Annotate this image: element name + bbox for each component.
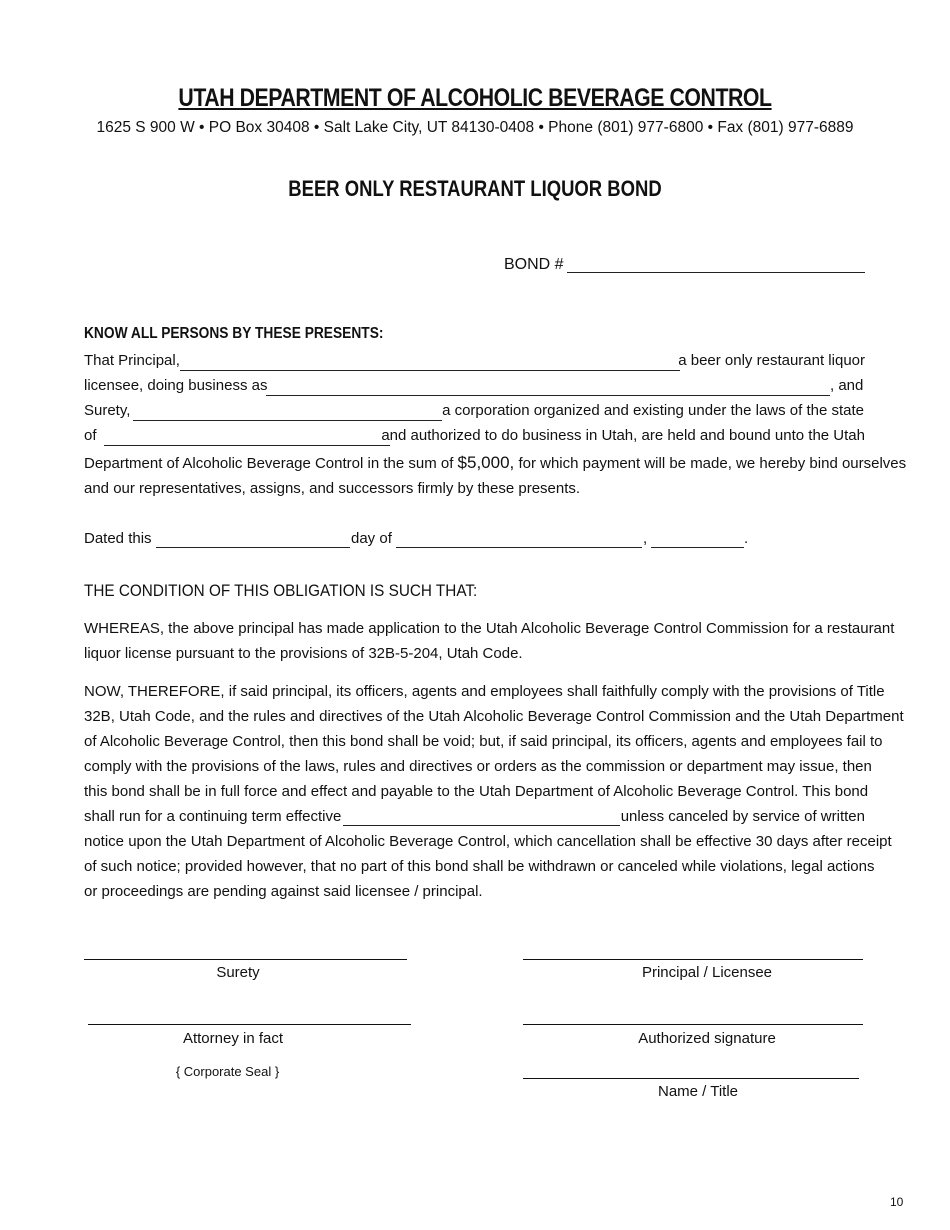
dba-field[interactable] [266,395,830,396]
now-line-3: of Alcoholic Beverage Control, then this bond shall be void; but, if said principal, its officers, agents and employees fail to [84,733,883,750]
now-line-6-pre: shall run for a continuing term effective [84,808,342,825]
year-field[interactable] [651,547,744,548]
dated-period: . [744,530,749,547]
month-field[interactable] [396,547,642,548]
form-title: BEER ONLY RESTAURANT LIQUOR BOND [288,176,662,201]
principal-suffix: a beer only restaurant liquor [678,352,865,369]
authorized-signature-line[interactable] [523,1024,863,1025]
page-number: 10 [890,1195,904,1209]
state-label: of [84,427,97,444]
principal-signature-line[interactable] [523,959,863,960]
now-line-7: notice upon the Utah Department of Alcoholic Beverage Control, which cancellation shall be effective 30 days after receipt [84,833,892,850]
surety-suffix: a corporation organized and existing under the laws of the state [442,402,864,419]
name-title-line[interactable] [523,1078,859,1079]
surety-signature-label: Surety [216,964,260,981]
corporate-seal-label: { Corporate Seal } [175,1064,280,1079]
now-line-1: NOW, THEREFORE, if said principal, its officers, agents and employees shall faithfully comply with the provisions of Title [84,683,885,700]
now-line-8: of such notice; provided however, that no part of this bond shall be withdrawn or canceled while violations, legal actions [84,858,875,875]
bond-number-label: BOND # [504,256,564,273]
state-field[interactable] [104,445,390,446]
now-line-5: this bond shall be in full force and effect and payable to the Utah Department of Alcoholic Beverage Control. This bond [84,783,869,800]
principal-field[interactable] [180,370,680,371]
sum-line-pre: Department of Alcoholic Beverage Control in the sum of [84,455,454,472]
day-field[interactable] [156,547,350,548]
attorney-signature-label: Attorney in fact [182,1030,284,1047]
principal-label: That Principal, [84,352,180,369]
bond-amount: $5,000, [457,453,515,472]
state-suffix: and authorized to do business in Utah, are held and bound unto the Utah [381,427,865,444]
bond-number-field[interactable] [567,272,865,273]
now-line-2: 32B, Utah Code, and the rules and directives of the Utah Alcoholic Beverage Control Commission and the Utah Department [84,708,904,725]
effective-date-field[interactable] [343,825,620,826]
whereas-line-2: liquor license pursuant to the provisions of 32B-5-204, Utah Code. [84,645,523,662]
day-of-label: day of [351,530,392,547]
authorized-signature-label: Authorized signature [638,1030,776,1047]
representatives-line: and our representatives, assigns, and successors firmly by these presents. [84,480,581,497]
attorney-signature-line[interactable] [88,1024,411,1025]
name-title-label: Name / Title [657,1083,739,1100]
now-line-9: or proceedings are pending against said licensee / principal. [84,883,483,900]
now-line-6-post: unless canceled by service of written [620,808,865,825]
know-all-heading: KNOW ALL PERSONS BY THESE PRESENTS: [84,325,384,342]
principal-signature-label: Principal / Licensee [641,964,773,981]
agency-title: UTAH DEPARTMENT OF ALCOHOLIC BEVERAGE CONTROL [178,84,772,112]
dated-label: Dated this [84,530,152,547]
dated-comma: , [643,530,648,547]
licensee-label: licensee, doing business as [84,377,268,394]
surety-signature-line[interactable] [84,959,407,960]
surety-field[interactable] [133,420,442,421]
now-line-4: comply with the provisions of the laws, rules and directives or orders as the commission or department may issue, then [84,758,872,775]
sum-line-post: for which payment will be made, we hereby bind ourselves [518,455,907,472]
sum-line [84,453,906,473]
licensee-suffix: , and [830,377,864,394]
surety-label: Surety, [84,402,131,419]
condition-heading: THE CONDITION OF THIS OBLIGATION IS SUCH THAT: [84,581,478,600]
whereas-line-1: WHEREAS, the above principal has made application to the Utah Alcoholic Beverage Control Commission for a restaurant [84,620,895,637]
agency-address: 1625 S 900 W • PO Box 30408 • Salt Lake City, UT 84130-0408 • Phone (801) 977-6800 • Fax (801) 977-6889 [96,119,854,136]
